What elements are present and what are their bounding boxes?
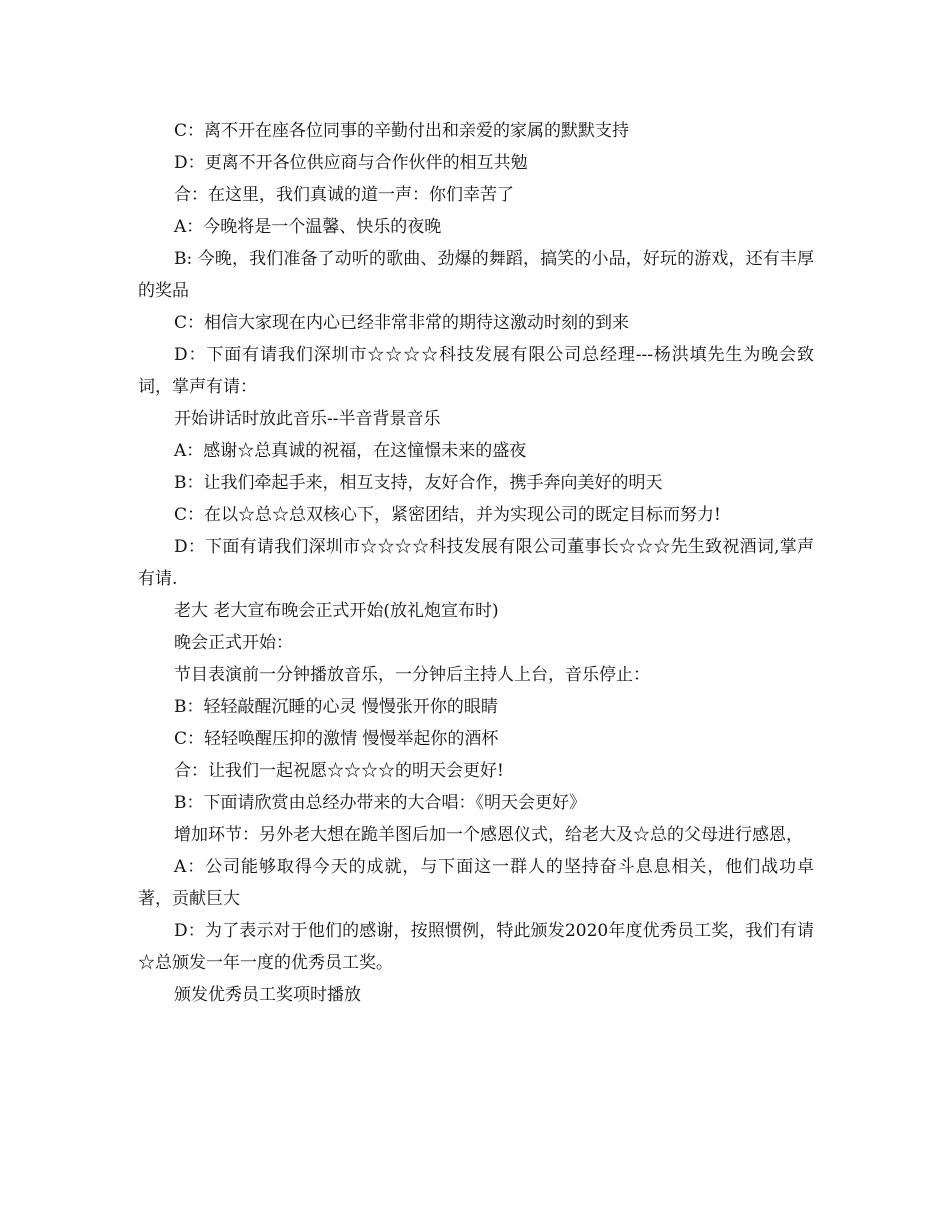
paragraph: B：让我们牵起手来，相互支持，友好合作，携手奔向美好的明天 xyxy=(174,473,663,493)
paragraph: 晚会正式开始： xyxy=(174,633,293,653)
paragraph: B: 今晚，我们准备了动听的歌曲、劲爆的舞蹈，搞笑的小品，好玩的游戏，还有丰厚的奖品 xyxy=(138,249,814,301)
paragraph: D：为了表示对于他们的感谢，按照惯例，特此颁发2020年度优秀员工奖，我们有请☆总颁发一年一度的优秀员工奖。 xyxy=(138,921,814,973)
paragraph: C：在以☆总☆总双核心下，紧密团结，并为实现公司的既定目标而努力! xyxy=(174,505,721,525)
paragraph: A：公司能够取得今天的成就，与下面这一群人的坚持奋斗息息相关，他们战功卓著，贡献巨大 xyxy=(138,857,814,909)
paragraph: 节目表演前一分钟播放音乐，一分钟后主持人上台，音乐停止： xyxy=(174,665,650,685)
paragraph: 颁发优秀员工奖项时播放 xyxy=(174,985,361,1005)
paragraph: A：感谢☆总真诚的祝福，在这憧憬未来的盛夜 xyxy=(174,441,527,461)
paragraph: C：相信大家现在内心已经非常非常的期待这激动时刻的到来 xyxy=(174,313,630,333)
paragraph: B：下面请欣赏由总经办带来的大合唱：《明天会更好》 xyxy=(174,793,586,813)
paragraph: 老大 老大宣布晚会正式开始(放礼炮宣布时) xyxy=(174,601,499,621)
paragraph: C：离不开在座各位同事的辛勤付出和亲爱的家属的默默支持 xyxy=(174,121,630,141)
paragraph: D：下面有请我们深圳市☆☆☆☆科技发展有限公司总经理---杨洪填先生为晚会致词，掌声有请： xyxy=(138,345,814,397)
paragraph: 合：让我们一起祝愿☆☆☆☆的明天会更好! xyxy=(174,761,504,781)
paragraph: 增加环节：另外老大想在跪羊图后加一个感恩仪式，给老大及☆总的父母进行感恩， xyxy=(174,825,803,845)
paragraph: 合：在这里，我们真诚的道一声：你们幸苦了 xyxy=(174,185,514,205)
document-body xyxy=(138,115,814,1011)
paragraph: 开始讲话时放此音乐--半音背景音乐 xyxy=(174,409,441,429)
paragraph: A：今晚将是一个温馨、快乐的夜晚 xyxy=(174,217,442,237)
paragraph: C：轻轻唤醒压抑的激情 慢慢举起你的酒杯 xyxy=(174,729,499,749)
paragraph: B：轻轻敲醒沉睡的心灵 慢慢张开你的眼睛 xyxy=(174,697,498,717)
paragraph: D：下面有请我们深圳市☆☆☆☆科技发展有限公司董事长☆☆☆先生致祝酒词,掌声有请. xyxy=(138,537,814,589)
paragraph: D：更离不开各位供应商与合作伙伴的相互共勉 xyxy=(174,153,528,173)
